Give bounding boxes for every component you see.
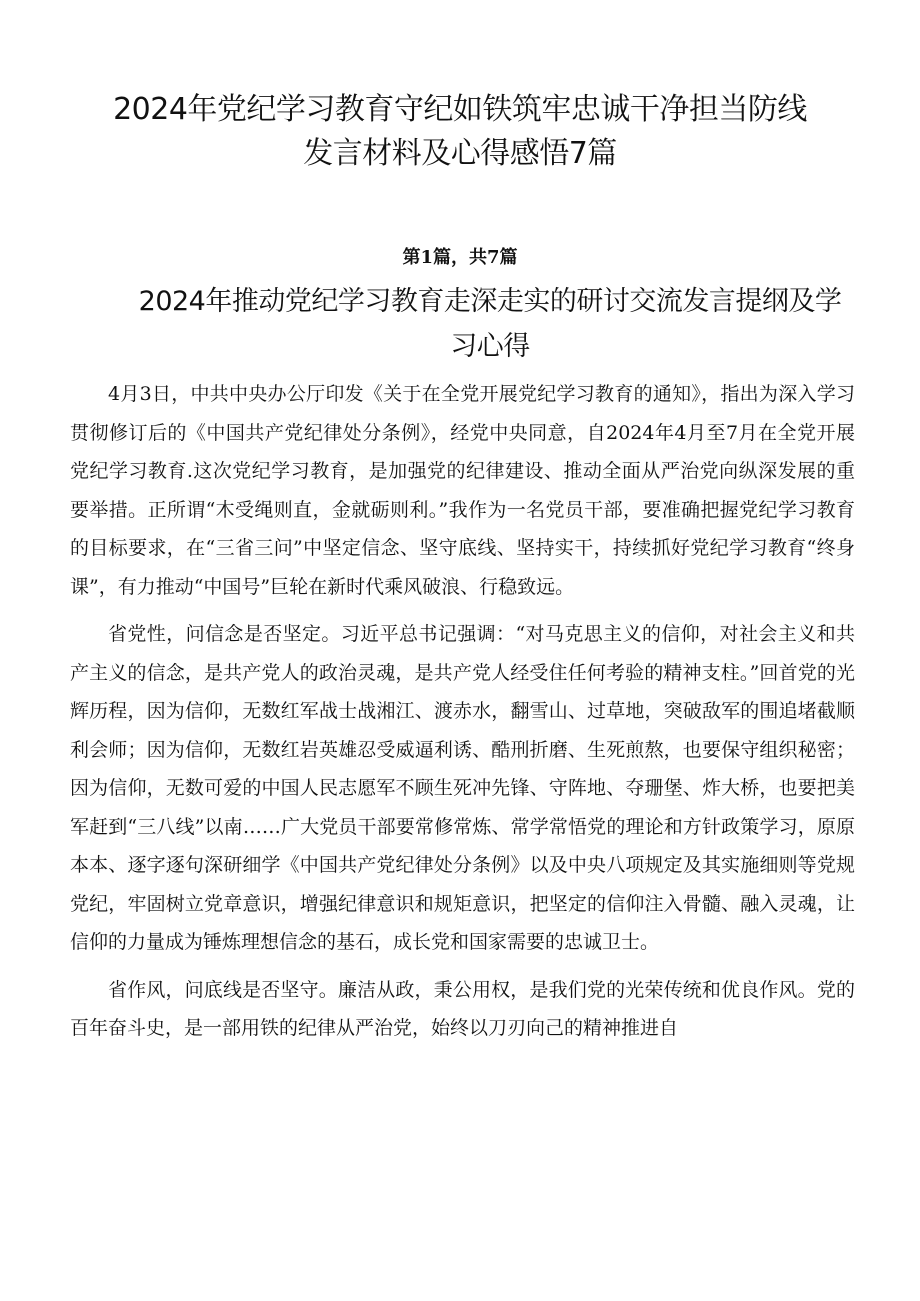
article-body [70,375,855,1057]
article-title-line-1: 2024年推动党纪学习教育走深走实的研讨交流发言提纲及学 [138,286,842,317]
body-paragraph-1: 4月3日，中共中央办公厅印发《关于在全党开展党纪学习教育的通知》，指出为深入学习贯彻修订后的《中国共产党纪律处分条例》，经党中央同意，自2024年4月至7月在全党开展党纪学习教育.这次党纪学习教育，是加强党的纪律建设、推动全面从严治党向纵深发展的重要举措。正所谓“木受绳则直，金就砺则利。”我作为一名党员干部，要准确把握党纪学习教育的目标要求，在“三省三问”中坚定信念、坚守底线、坚持实干，持续抓好党纪学习教育“终身课”，有力推动“中国号”巨轮在新时代乘风破浪、行稳致远。 [70,383,855,598]
body-paragraph-2: 省党性，问信念是否坚定。习近平总书记强调：“对马克思主义的信仰，对社会主义和共产主义的信念，是共产党人的政治灵魂，是共产党人经受住任何考验的精神支柱。”回首党的光辉历程，因为信仰，无数红军战士战湘江、渡赤水，翻雪山、过草地，突破敌军的围追堵截顺利会师；因为信仰，无数红岩英雄忍受威逼利诱、酷刑折磨、生死煎熬，也要保守组织秘密；因为信仰，无数可爱的中国人民志愿军不顾生死冲先锋、守阵地、夺珊堡、炸大桥，也要把美军赶到“三八线”以南……广大党员干部要常修常炼、常学常悟党的理论和方针政策学习，原原本本、逐字逐句深研细学《中国共产党纪律处分条例》以及中央八项规定及其实施细则等党规党纪，牢固树立党章意识，增强纪律意识和规矩意识，把坚定的信仰注入骨髓、融入灵魂，让信仰的力量成为锤炼理想信念的基石，成长党和国家需要的忠诚卫士。 [70,623,855,953]
document-title-line-1: 2024年党纪学习教育守纪如铁筑牢忠诚干净担当防线 [113,92,807,127]
article-title-line-2: 习心得 [450,331,530,362]
document-title-line-2: 发言材料及心得感悟7篇 [303,136,617,171]
part-label: 第1篇，共7篇 [402,247,518,268]
body-paragraph-3: 省作风，问底线是否坚守。廉洁从政，秉公用权，是我们党的光荣传统和优良作风。党的百年奋斗史，是一部用铁的纪律从严治党，始终以刀刃向己的精神推进自 [70,978,855,1039]
